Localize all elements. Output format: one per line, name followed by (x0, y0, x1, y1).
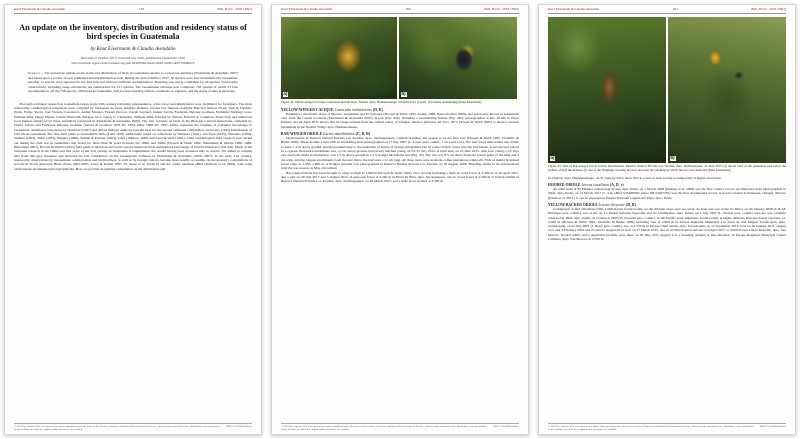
figure-42 (281, 17, 519, 99)
running-head-journal: Bull. B.O.C. 2018 138(3) (751, 7, 786, 11)
page-footer (548, 423, 786, 431)
running-head-authors: Knut Eisermann & Claudia Avendaño (548, 7, 600, 11)
species-account-text: Commonest at mid elevations (500–1,500 m) but found locally on the Atlantic slope near sea level. At least one was at the río Dulce on 29 January 2008 (J. & M. Hubinger pers. comm.), two at the río La Pasión between Sayaxché and río Usumacinta, dpto. Petén, on 5 July 1965 (L. Warren pers. comm.) and one was carefully observed in Tikal, dpto. Petén, on 14 March 1993 (W. Nozadal pers. comm.). In the Pacific slope highlands, found locally at higher altitudes than previously reported, i.e. 2,500 m (Howell & Webb 1995, Jaramillo & Burke 1999) including four at 2,900 m in Parque Regional Municipal Los Altos de San Miguel Totonicapán, dpto. Totonicapán, on 22 July 2001 (J. Berry pers. comm.), two at 2,750 m in Parque Chuli Siwan, dpto. Totonicapán, on 12 September 2014, four on 16 January 2011, singles on 2 and 4 February 2012 and 25 and 27 August 2014, four on 27 March 2015, one on 23 March 2016 and six on 8 April 2017 at 3,000 m near Unión Reforma, dpto. San Marcos. Several adults and a dependent juvenile were there on 30 June 2015 suggest it is a breeding resident at that elevation. In Parque Regional Municipal Cuatro Caminos, dpto. San Marcos, at 2,700 m (548, 206, 786, 242)
footer-issn: ISSN-2513-9894 (Online) (492, 424, 519, 428)
footer-issn: ISSN-2513-9894 (Online) (759, 424, 786, 428)
abstract (28, 71, 238, 93)
abstract-text: —We present an update on the status and distribution of birds in Guatemala relative to a previous summary (Eisermann & Avendaño 2007) and based upon a review of new published and unpublished records. During the period 2006 to 2017, 50 species were first documented in Guatemala. Another 11 species were reported for the first time but without verifiable documentation. Breeding was newly confirmed for 58 species. Noteworthy observations, including range extensions, are summarised for 131 species. The Guatemalan avifauna now comprises 758 species of which 23 lack documentation. Of the 758 species, 509 breed in Guatemala, 240 are non-breeding visitors, transients or vagrants, and the status of nine is uncertain. (28, 71, 238, 94)
species-account-text: Bar-winged Oriole has been thought to range as high as 1,800 m (Howell & Webb 1995). New records including a male in cloud forest at 2,400 m on 26 April 2017, and a pair on 29 July 2017 and 5 August 2012, in pine-oak forest at 2,200 m in Finca El Pilar, dpto. Sacatepéquez, one in cloud forest at 2,500 m at Volcán Atitlán in Reserva Natural Privada Los Tarrales, dpto. Suchitepéquez, on 29 March 2015, and a male in an orchard at 2,300 m (281, 170, 519, 184)
figure-caption: Figure 42. Yellow-winged Cacique Cassiculus melanicterus, Nentón, dpto. Huehuetenango, 28 April 2015 (a) pair; (b) female nestbuilding (Knut Eisermann) (281, 99, 482, 104)
species-account (548, 187, 786, 200)
species-common-name: BAR-WINGED ORIOLE (281, 131, 323, 136)
page-footer (14, 423, 252, 431)
species-account-text: Observations in Reserva Natural Privada Los Tarrales, dpto. Suchitepéquez, confirm breeding and appear to be the first ever (Howell & Webb 1995, Jaramillo & Burke 1999). These include a nest with an incubating male photographed on 17 July 2007 (C. López pers. comm., J. de León Lux). The nest was a thin-walled cup of thin rootlets, c.2 m above ground, attached pendulously to the underside of leaves of an Inga micheliana tree by some rootlets 'sewn' into the leaf blades. A second nest placed in a cypress Nectandra lundelliana tree, 2.5 m above ground, held newly hatched young on 23–25 July 2012. A third nest, on 10 June 2015, with four young, c.10 days old, and both adults in attendance, was 1.7 m above ground in a 2.5 m Inga micheliana tree (Fig. 43). The cup was 8.5 cm deep (from the lowest point of the rim) and 5 cm wide, and the longest attachments from the nest rim to the leaf were c.11 cm long. All three nests were in shade-coffee plantations within 20–70 m of humid broadleaf forest edge, at 1,350–1,600 m. A fledged juvenile was photographed in Reserva Natural Privada Los Tarrales on 30 August 2009. Breeding seems to be synchronised with the wet season, in May–November. (281, 135, 519, 171)
species-scientific-name: Icterus chrysater (598, 202, 626, 207)
species-account-text: Endemic to the Pacific slope of Mexico, Guatemala and El Salvador (Howell & Webb 1995, Komar 1998, Ibarra Portillo 2009), and previously known in Guatemala only from the coastal lowlands (Eisermann & Avendaño 2007). A pair (Fig. 42a), including a nestbuilding female (Fig. 42b), photographed at Río Jordán in Finca Primero del 28 April 2015 shows that its range extends from the central valley of Chiapas, Mexico (Alvarez del Toro 1971, Howell & Webb 1995) to interior western Guatemala in the Nentón Valley, dpto. Huehuetenango. (281, 111, 519, 129)
continued-paragraph: in Chiabal, dpto. Huehuetenango, on 31 January 2015, show that it occurs at least locally or temporally at higher elevations. (548, 175, 722, 180)
species-common-name: YELLOW-WINGED CACIQUE (281, 107, 334, 112)
abstract-label: Summary. (28, 71, 42, 76)
footer-copyright: © 2018 The Authors; This is an open-access article distributed under the terms of the Creative Commons Attribution-NonCommercial Licence, which permits unrestricted use, distribution, and reproduction in any medium, provided the original author and source are credited. (548, 424, 754, 431)
running-head-authors: Knut Eisermann & Claudia Avendaño (281, 7, 333, 11)
running-head (548, 8, 786, 14)
figure-panel-label: b) (670, 155, 675, 161)
page-number: 148 (138, 7, 144, 11)
species-account (281, 136, 519, 184)
journal-page-200 (271, 4, 529, 435)
oriole-fledgling-photo (668, 17, 786, 163)
zoobank-link[interactable]: http://zoobank.org/urn:lsid:zoobank.org:pub:91985C64-5A4A-4D87-A685-CE877334B673 (71, 61, 195, 66)
footer-copyright: © 2018 The Authors; This is an open-access article distributed under the terms of the Creative Commons Attribution-NonCommercial Licence, which permits unrestricted use, distribution, and reproduction in any medium, provided the original author and source are credited. (14, 424, 220, 431)
footer-issn: ISSN-2513-9894 (Online) (225, 424, 252, 428)
species-account (548, 207, 786, 242)
running-head (14, 8, 252, 14)
species-scientific-name: Icterus maculialatus (323, 131, 355, 136)
figure-43 (548, 17, 786, 163)
figure-panel-label: b) (401, 91, 406, 97)
species-status-code: (D, R) (372, 107, 383, 112)
species-status-code: (A, D, r) (610, 182, 624, 187)
figure-panel-label: a) (283, 91, 288, 97)
figure-panel-label: a) (550, 155, 555, 161)
journal-page-148 (4, 4, 262, 435)
footer-copyright: © 2018 The Authors; This is an open-access article distributed under the terms of the Creative Commons Attribution-NonCommercial Licence, which permits unrestricted use, distribution, and reproduction in any medium, provided the original author and source are credited. (281, 424, 487, 431)
intro-paragraph: Thorough avifaunal research in Guatemala began in the 19th century following independence, when travel and immigration were facilitated for foreigners. The most noteworthy ornithological collections were compiled by Velásquez de León, Adolphe Delattre, George Ure Skinner, Adolphe Boucard, Robert Owen, Juan & Cipriano Prado, Felipe Sierra, José Vicente Constancio, Arthur Morelet, Florent Prevost, Joseph Leyland, Osbert Salvin, Frederick DuCane Godman, Nathaniel Stickney Goss, William Wild, Henry Hague, Gustav Bernoulli, Enrique Arce, Georg C. Champion, William Wild, Edward W. Nelson, Edward A. Goldman, Franz Sarg and numerous local hunters employed by these naturalists (reviewed in Eisermann & Avendaño 2006). The four volumes on birds in the Biologia Centrali-Americana, compiled by Osbert Salvin and Frederick DuCane Godman (Salvin & Godman 1879–87, 1879–1904, 1888–97, 1897–1904), represent the baseline of avifaunal knowledge in Guatemala. Additional collections by Dearborn (1907) and Alfred Webster Anthony laid the base for the second avifaunal compilation, Griscom's (1932) Distribution of bird life in Guatemala. The first field guide to Guatemalan birds (Land 1970) additionally relied on collections by Wetmore (1941), van Tyne (1935), Saunders (1950), Tashian (1953), Tallet (1955), Baepler (1962), Smithe & Paynter (1963), Land (1962a,b, 1963) and Land & Wolf (1961). Little ornithological field research was carried out during the civil war in Guatemala that lasted for more than 30 years between the 1960s and 1990s (Howell & Webb 1992, Wendelken & Martin 1986, 1988, Hutterman 2007). Howell & Webb's (1995) field guide to Mexican and north Central American birds summarised knowledge of bird distribution to that date. Much of the avifaunal research in the 1990s and first years of the 21st century in Guatemala is unpublished, the results having been scattered only in reports. We aimed to compile data from this grey literature and included the last compilation on the Guatemalan avifauna by Eisermann & Avendaño (2006, 2007). In the early 21st century, noteworthy observations by Guatemalan ornithologists and birdwatchers, as well as by foreign visitors, became more readily accessible via the quarterly compilations of records in North American Birds (Jones 2002–2005, Jones & Komar 2007–15, Jones et al. 2016a,b) and the online database eBird (Sullivan et al. 2009), with some observations documented photographically. Here we provide an updated compilation on the distribution and (14, 101, 252, 171)
page-number: 200 (405, 7, 411, 11)
cacique-pair-photo (281, 17, 397, 99)
species-status-code: (C, D, R) (355, 131, 371, 136)
article-dates: Received 27 October 2017; revised 8 July 2018; published 24 September 2018 (81, 56, 185, 61)
species-common-name: YELLOW-BACKED ORIOLE (548, 202, 598, 207)
running-head-journal: Bull. B.O.C. 2018 138(3) (217, 7, 252, 11)
species-account-text: An adult male at El Mirador archaeological site, dpto. Petén, on 1 March 2008 (Budney et al. 2008) was the first country record. An immature male photographed in Tikal, dpto. Petén, on 13 March 2017 (C. Lin, eBird S35480320; photo ML53497781) was the first documented record. A recent colonist in Palenque, Chiapas, Mexico (Patten et al. 2011), it can be expected in Parque Nacional Laguna del Tigre, dpto. Petén. (548, 186, 786, 200)
continued-text (548, 176, 786, 180)
intro-body (14, 102, 252, 171)
species-scientific-name: Cassiculus melanicterus (334, 107, 372, 112)
cacique-nestbuilding-photo (399, 17, 517, 99)
article-title: An update on the inventory, distribution and residency status of bird species in Guatemala (19, 22, 247, 41)
species-status-code: (D, R) (626, 202, 637, 207)
running-head-journal: Bull. B.O.C. 2018 138(3) (484, 7, 519, 11)
species-scientific-name: Icterus cucullatus (581, 182, 610, 187)
figure-caption: Figure 43. Nest of Bar-winged Oriole Icterus maculialatus, Reserva Natural Privada Los Tarrales, dpto. Suchitepéquez, 10 June 2015: (a) lateral view of the pendulous nest below the leaflets of Inga micheliana; (b) one of the fledglings securing the nest, showing the stitching by which the nest was anchored (Knut Eisermann) (548, 163, 786, 172)
oriole-nest-photo (548, 17, 666, 163)
running-head (281, 8, 519, 14)
species-account (281, 112, 519, 129)
article-byline: by Knut Eisermann & Claudia Avendaño (90, 46, 176, 53)
journal-page-201 (538, 4, 796, 435)
page-number: 201 (672, 7, 678, 11)
species-common-name: HOODED ORIOLE (548, 182, 581, 187)
running-head-authors: Knut Eisermann & Claudia Avendaño (14, 7, 66, 11)
page-footer (281, 423, 519, 431)
